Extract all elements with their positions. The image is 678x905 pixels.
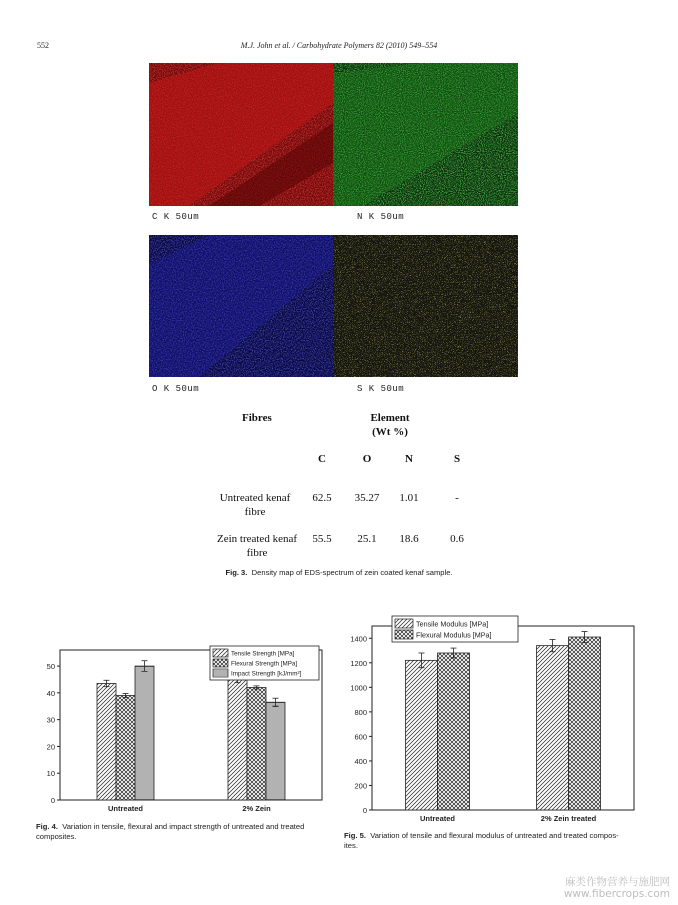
table-cell: 18.6 bbox=[399, 533, 419, 545]
bar bbox=[406, 660, 438, 810]
table-col-n: N bbox=[405, 453, 413, 465]
fig4-caption-line2: composites. bbox=[36, 832, 77, 841]
y-tick-label: 200 bbox=[354, 781, 367, 791]
legend-label: Flexural Strength [MPa] bbox=[231, 660, 298, 668]
fig5-caption-label: Fig. 5. bbox=[344, 831, 366, 840]
table-cell: - bbox=[455, 492, 459, 504]
eds-map-carbon bbox=[149, 63, 333, 206]
y-tick-label: 1200 bbox=[350, 658, 367, 668]
table-row-2-name-line1: Zein treated kenaf bbox=[216, 533, 297, 545]
bar bbox=[247, 688, 266, 801]
watermark-line1: 麻类作物营养与施肥网 bbox=[565, 876, 670, 888]
table-col-o: O bbox=[362, 453, 372, 465]
fig4-chart-svg bbox=[30, 640, 330, 820]
bar bbox=[438, 653, 470, 810]
legend-swatch bbox=[213, 649, 228, 657]
legend-swatch bbox=[213, 659, 228, 667]
eds-label-carbon: C K 50um bbox=[152, 212, 200, 222]
fig5-chart-svg bbox=[340, 614, 640, 826]
legend-label: Flexural Modulus [MPa] bbox=[416, 630, 492, 640]
eds-label-oxygen: O K 50um bbox=[152, 384, 200, 394]
x-category-label: Untreated bbox=[107, 804, 144, 813]
fig5-chart bbox=[340, 614, 640, 826]
table-header-fibres: Fibres bbox=[242, 412, 272, 424]
eds-map-oxygen-image bbox=[149, 235, 333, 377]
bar bbox=[135, 666, 154, 800]
fig4-caption-label: Fig. 4. bbox=[36, 822, 58, 831]
x-category-label: 2% Zein treated bbox=[540, 814, 597, 823]
fig4-caption-line1: Variation in tensile, flexural and impact strength of untreated and treated bbox=[62, 822, 305, 831]
legend-swatch bbox=[395, 619, 413, 628]
bar bbox=[97, 683, 116, 800]
eds-map-oxygen bbox=[149, 235, 333, 377]
fig5-caption-line1: Variation of tensile and flexural modulus of untreated and treated compos- bbox=[370, 831, 619, 840]
y-tick-label: 0 bbox=[50, 796, 55, 805]
eds-label-sulfur: S K 50um bbox=[357, 384, 405, 394]
y-tick-label: 1000 bbox=[350, 683, 367, 693]
y-tick-label: 0 bbox=[362, 806, 367, 815]
legend-label: Impact Strength [kJ/mm²] bbox=[231, 670, 302, 678]
eds-map-nitrogen-image bbox=[333, 63, 518, 206]
eds-map-sulfur-image bbox=[333, 235, 518, 377]
table-col-c: C bbox=[318, 453, 326, 465]
y-tick-label: 50 bbox=[46, 662, 55, 672]
eds-map-carbon-image bbox=[149, 63, 333, 206]
table-row-1-name-line1: Untreated kenaf bbox=[219, 492, 291, 504]
table-cell: 25.1 bbox=[357, 533, 377, 545]
fig3-caption-text: Density map of EDS-spectrum of zein coated kenaf sample. bbox=[251, 568, 453, 577]
table-row-1-name-line2: fibre bbox=[244, 506, 266, 518]
table-cell: 35.27 bbox=[354, 492, 380, 504]
fig3-caption-label: Fig. 3. bbox=[225, 568, 248, 577]
fig5-caption-line2: ites. bbox=[344, 841, 358, 850]
table-cell: 55.5 bbox=[312, 533, 332, 545]
eds-map-sulfur bbox=[333, 235, 518, 377]
y-tick-label: 40 bbox=[46, 688, 55, 698]
table-col-s: S bbox=[453, 453, 461, 465]
table-header-element: Element bbox=[370, 412, 410, 424]
watermark-line2: www.fibercrops.com bbox=[563, 888, 670, 900]
legend-swatch bbox=[213, 669, 228, 677]
fig4-chart bbox=[30, 640, 330, 820]
y-tick-label: 1400 bbox=[350, 634, 367, 644]
bar bbox=[569, 637, 601, 810]
x-category-label: Untreated bbox=[419, 814, 456, 823]
table-cell: 0.6 bbox=[450, 533, 464, 545]
table-row-2-name-line2: fibre bbox=[246, 547, 268, 559]
table-cell: 1.01 bbox=[399, 492, 419, 504]
y-tick-label: 30 bbox=[46, 715, 55, 725]
y-tick-label: 800 bbox=[354, 707, 367, 717]
fig3-caption bbox=[0, 568, 678, 577]
bar bbox=[228, 679, 247, 800]
eds-label-nitrogen: N K 50um bbox=[357, 212, 405, 222]
table-cell: 62.5 bbox=[312, 492, 332, 504]
eds-map-nitrogen bbox=[333, 63, 518, 206]
y-tick-label: 400 bbox=[354, 756, 367, 766]
x-category-label: 2% Zein bbox=[242, 804, 271, 813]
fig5-caption bbox=[344, 831, 644, 851]
running-title: M.J. John et al. / Carbohydrate Polymers 82 (2010) 549–554 bbox=[240, 41, 438, 50]
y-tick-label: 10 bbox=[46, 769, 55, 779]
bar bbox=[537, 646, 569, 810]
page-number: 552 bbox=[37, 41, 49, 50]
bar bbox=[266, 702, 285, 800]
bar bbox=[116, 696, 135, 800]
fig4-caption bbox=[36, 822, 336, 842]
legend-swatch bbox=[395, 630, 413, 639]
table-header-unit: (Wt %) bbox=[372, 426, 408, 438]
y-tick-label: 20 bbox=[46, 742, 55, 752]
legend-label: Tensile Strength [MPa] bbox=[231, 650, 295, 658]
y-tick-label: 600 bbox=[354, 732, 367, 742]
legend-label: Tensile Modulus [MPa] bbox=[416, 619, 489, 629]
